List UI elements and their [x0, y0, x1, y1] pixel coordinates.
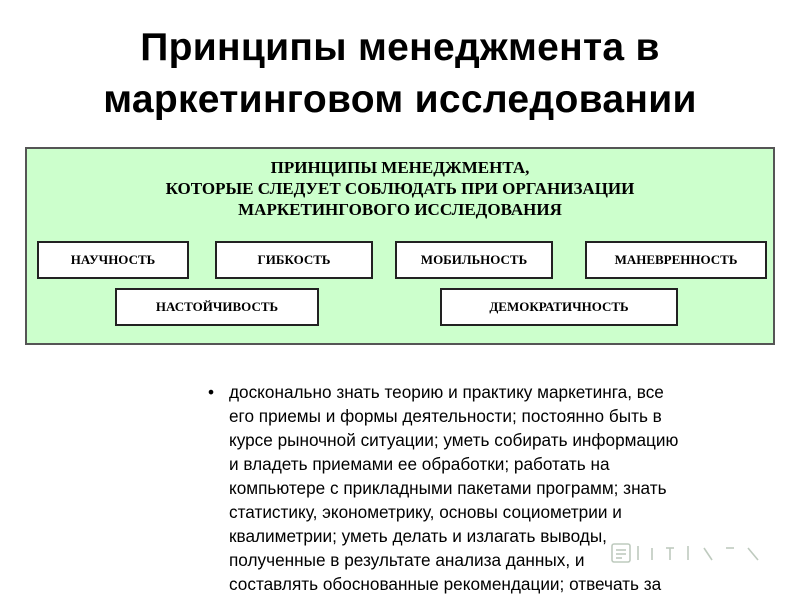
principle-box-mobility: МОБИЛЬНОСТЬ [395, 241, 553, 279]
bullet-text [229, 380, 768, 596]
slide-title [0, 22, 800, 126]
bullet-marker: • [208, 382, 215, 402]
bullet-text-line: курсе рыночной ситуации; уметь собирать информацию [229, 430, 679, 450]
bullet-text-line: его приемы и формы деятельности; постоянно быть в [229, 406, 662, 426]
bullet-text-line: полученные в результате анализа данных, и [229, 550, 585, 570]
principle-box-flexibility: ГИБКОСТЬ [215, 241, 373, 279]
principle-box-persistence: НАСТОЙЧИВОСТЬ [115, 288, 319, 326]
bullet-text-line: составлять обоснованные рекомендации; отвечать за [229, 574, 662, 594]
principle-box-democracy: ДЕМОКРАТИЧНОСТЬ [440, 288, 678, 326]
bullet-item [208, 380, 768, 596]
diagram-heading [27, 157, 773, 220]
bullet-text-line: и владеть приемами ее обработки; работать на [229, 454, 610, 474]
bullet-text-line: компьютере с прикладными пакетами программ; знать [229, 478, 667, 498]
principle-box-scientific: НАУЧНОСТЬ [37, 241, 189, 279]
bullet-text-line: досконально знать теорию и практику маркетинга, все [229, 382, 664, 402]
principle-box-maneuverability: МАНЕВРЕННОСТЬ [585, 241, 767, 279]
principles-diagram [25, 147, 775, 345]
slide-title-line: Принципы менеджмента в [140, 26, 660, 69]
diagram-heading-line: ПРИНЦИПЫ МЕНЕДЖМЕНТА, [270, 158, 530, 177]
diagram-heading-line: КОТОРЫЕ СЛЕДУЕТ СОБЛЮДАТЬ ПРИ ОРГАНИЗАЦИИ [165, 179, 635, 198]
bullet-text-line: квалиметрии; уметь делать и излагать выводы, [229, 526, 607, 546]
diagram-heading-line: МАРКЕТИНГОВОГО ИССЛЕДОВАНИЯ [238, 200, 562, 219]
slide-title-line: маркетинговом исследовании [103, 78, 697, 121]
bullet-text-line: статистику, эконометрику, основы социометрии и [229, 502, 622, 522]
